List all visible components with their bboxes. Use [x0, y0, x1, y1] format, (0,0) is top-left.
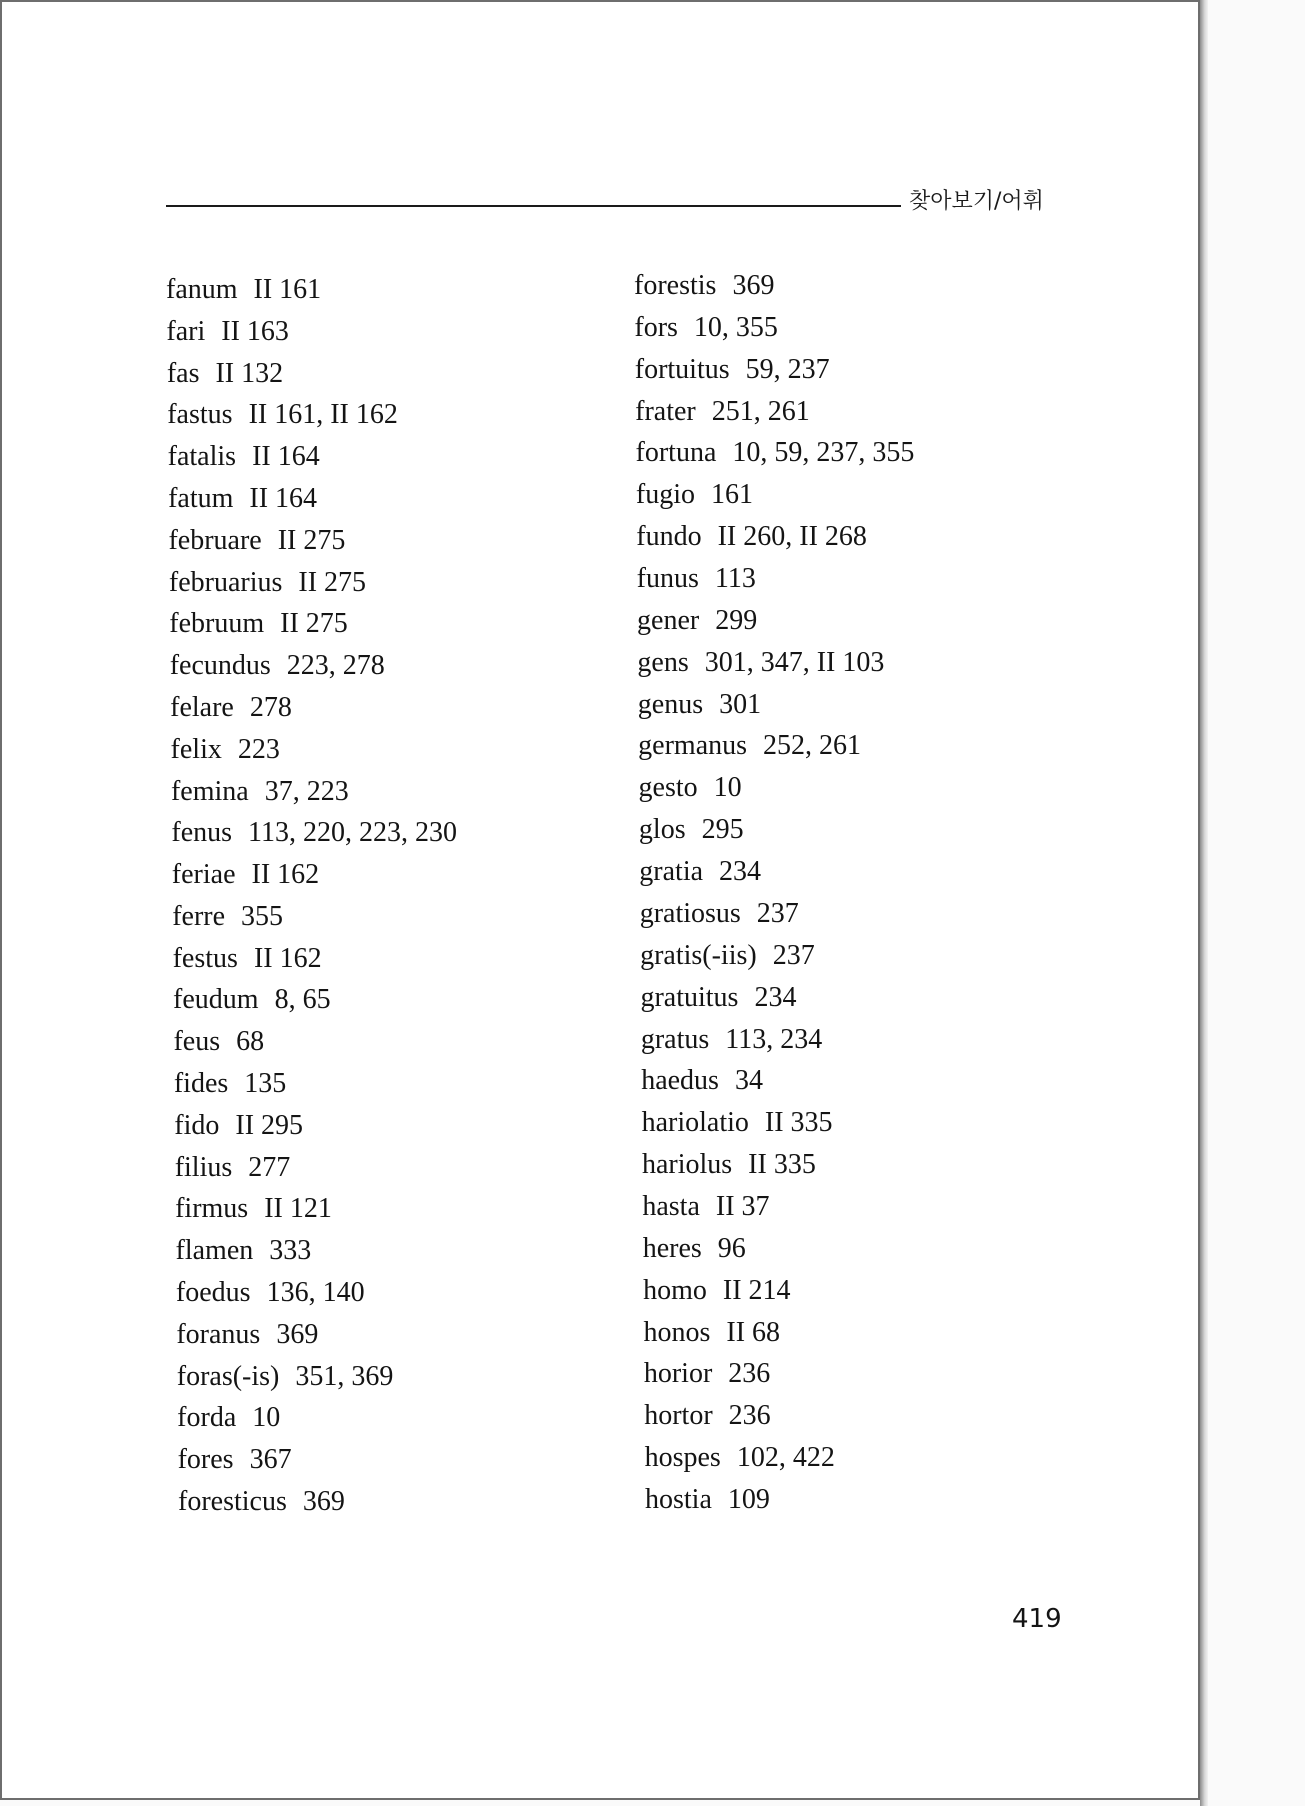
page-references: 102, 422 — [736, 1442, 835, 1474]
page-references: II 214 — [722, 1274, 791, 1306]
index-term: februare — [168, 524, 262, 556]
page-references: II 275 — [277, 524, 346, 556]
index-entry — [172, 859, 319, 891]
index-term: gratia — [639, 856, 704, 888]
index-entry — [636, 437, 915, 469]
page-references: II 162 — [253, 942, 322, 974]
index-entry — [176, 1319, 318, 1351]
page-references: II 37 — [715, 1190, 770, 1222]
index-entry — [168, 441, 320, 473]
index-term: forestis — [634, 270, 717, 301]
page-references: 59, 237 — [745, 353, 830, 385]
index-entry — [173, 984, 331, 1016]
index-entry — [639, 772, 742, 804]
page-references: II 121 — [264, 1193, 332, 1225]
page-references: 237 — [756, 897, 799, 929]
index-entry — [166, 274, 321, 306]
page-references: 10, 59, 237, 355 — [732, 437, 915, 469]
index-entry — [643, 1275, 790, 1307]
index-term: hospes — [644, 1442, 721, 1474]
index-term: februum — [169, 608, 265, 640]
index-entry — [634, 312, 778, 344]
index-entry — [642, 1149, 816, 1181]
index-entry — [172, 901, 283, 933]
index-term: gratus — [640, 1023, 710, 1055]
index-entry — [174, 1110, 303, 1142]
page-references: II 161, II 162 — [248, 399, 398, 431]
index-term: femina — [170, 775, 249, 807]
page-references: 369 — [732, 270, 775, 301]
index-term: fatum — [168, 482, 234, 514]
index-term: gratuitus — [640, 981, 739, 1013]
index-term: fenus — [171, 817, 233, 849]
page-references: 223 — [237, 733, 280, 765]
index-term: foedus — [175, 1277, 251, 1309]
index-entry — [640, 940, 815, 972]
header-rule — [166, 205, 901, 207]
page-references: 223, 278 — [286, 650, 385, 682]
index-entry — [634, 270, 774, 302]
index-entry — [635, 354, 830, 386]
page-references: 299 — [715, 604, 758, 636]
page-references: 301 — [719, 688, 762, 720]
index-term: februarius — [168, 566, 283, 598]
index-term: gens — [637, 646, 689, 678]
index-entry — [639, 856, 761, 888]
index-term: fari — [166, 315, 206, 347]
running-header: 찾아보기/어휘 — [909, 189, 1044, 214]
index-entry — [644, 1358, 770, 1390]
index-entry — [171, 734, 280, 766]
index-term: horior — [643, 1358, 713, 1390]
page-references: 333 — [269, 1235, 312, 1267]
index-term: hostia — [645, 1484, 712, 1515]
index-term: hasta — [642, 1190, 700, 1222]
index-entry — [175, 1152, 291, 1184]
index-term: festus — [172, 942, 238, 974]
index-term: firmus — [175, 1193, 249, 1225]
index-term: funus — [636, 563, 699, 595]
index-entry — [644, 1400, 770, 1432]
page-references: II 335 — [748, 1149, 816, 1181]
page-references: 295 — [701, 814, 744, 846]
index-term: felix — [170, 733, 222, 765]
index-entry — [167, 358, 283, 390]
index-entry — [178, 1444, 292, 1476]
index-term: homo — [643, 1274, 707, 1306]
index-term: fugio — [635, 479, 695, 511]
page-references: 234 — [754, 981, 797, 1013]
index-term: foras(-is) — [176, 1360, 280, 1392]
index-term: feudum — [173, 984, 259, 1016]
index-entry — [173, 943, 322, 975]
index-entry — [170, 650, 385, 682]
index-term: forda — [177, 1402, 237, 1434]
page-references: 136, 140 — [266, 1277, 365, 1309]
index-entry — [643, 1317, 780, 1349]
index-entry — [645, 1442, 835, 1474]
page-references: II 161 — [253, 274, 322, 305]
page-references: 234 — [719, 856, 762, 888]
page-references: 113, 234 — [725, 1023, 823, 1055]
page-references: 109 — [727, 1484, 770, 1515]
page-references: 68 — [236, 1026, 265, 1058]
page-references: II 162 — [251, 859, 320, 891]
page-references: 252, 261 — [763, 730, 862, 762]
index-term: flamen — [175, 1235, 254, 1267]
page-references: 351, 369 — [295, 1360, 394, 1392]
index-term: gratis(-iis) — [640, 939, 757, 971]
index-entry — [174, 1068, 286, 1100]
page-references: 355 — [241, 900, 284, 932]
index-entry — [170, 692, 292, 724]
index-entry — [173, 1026, 264, 1058]
index-term: heres — [642, 1232, 702, 1264]
page-references: 236 — [728, 1400, 771, 1432]
index-entry — [171, 817, 457, 849]
index-entry — [637, 647, 884, 679]
index-entry — [168, 483, 317, 515]
page-references: 10, 355 — [693, 311, 778, 343]
page-references: 301, 347, II 103 — [704, 646, 885, 678]
index-term: germanus — [638, 730, 748, 762]
page-references: II 163 — [221, 315, 289, 347]
index-term: felare — [170, 691, 234, 723]
page-references: 367 — [249, 1444, 292, 1476]
index-entry — [641, 1024, 822, 1056]
index-entry — [643, 1233, 746, 1265]
index-term: gratiosus — [639, 897, 741, 929]
index-entry — [641, 1065, 763, 1097]
index-term: fastus — [167, 399, 233, 431]
page-references: 10 — [252, 1402, 281, 1434]
index-entry — [168, 525, 345, 557]
index-entry — [166, 316, 289, 348]
index-entry — [639, 814, 744, 846]
index-entry — [169, 608, 348, 640]
page-references: II 68 — [726, 1316, 781, 1348]
index-entry — [177, 1361, 394, 1393]
index-term: fores — [177, 1444, 234, 1476]
index-term: feus — [173, 1026, 221, 1058]
page-references: 113 — [714, 563, 756, 595]
page-references: 8, 65 — [274, 984, 331, 1016]
index-entry — [638, 689, 761, 721]
page-references: 237 — [772, 939, 815, 971]
page-references: II 295 — [235, 1109, 304, 1141]
index-term: fides — [173, 1068, 229, 1100]
index-term: foresticus — [178, 1486, 287, 1517]
page-references: 236 — [728, 1358, 771, 1390]
index-term: fundo — [636, 521, 702, 553]
index-term: hariolatio — [641, 1107, 749, 1139]
index-term: fors — [634, 311, 678, 343]
index-term: hariolus — [641, 1149, 733, 1181]
index-term: feriae — [171, 859, 236, 891]
page-references: 277 — [248, 1151, 291, 1183]
index-term: haedus — [641, 1065, 719, 1097]
page-references: 10 — [713, 772, 742, 804]
index-entry — [167, 399, 398, 431]
index-entry — [638, 730, 861, 762]
index-entry — [642, 1191, 769, 1223]
page-references: 369 — [276, 1318, 319, 1350]
index-term: frater — [635, 395, 696, 427]
index-entry — [637, 563, 756, 595]
page-references: 34 — [734, 1065, 763, 1097]
index-entry — [645, 1484, 770, 1516]
index-entry — [171, 776, 349, 808]
index-term: hortor — [644, 1400, 713, 1432]
index-term: gesto — [638, 772, 698, 804]
index-term: fido — [174, 1109, 220, 1141]
index-term: genus — [637, 688, 704, 720]
index-entry — [642, 1107, 833, 1139]
page-references: II 275 — [298, 566, 367, 598]
index-term: fortuitus — [634, 353, 730, 385]
index-entry — [636, 479, 753, 511]
index-term: fas — [166, 357, 200, 389]
page-references: 161 — [711, 479, 753, 511]
index-entry — [636, 521, 867, 553]
index-entry — [176, 1235, 312, 1267]
page-references: II 164 — [249, 482, 318, 514]
page-references: 369 — [302, 1486, 345, 1517]
index-entry — [640, 898, 799, 930]
index-term: glos — [638, 814, 686, 846]
index-term: honos — [643, 1316, 711, 1348]
index-entry — [177, 1402, 280, 1434]
page-references: 37, 223 — [264, 775, 349, 807]
index-term: fanum — [166, 274, 238, 305]
index-entry — [640, 982, 796, 1014]
index-entry — [176, 1277, 365, 1309]
page-references: II 132 — [215, 357, 284, 389]
index-term: ferre — [172, 900, 226, 932]
index-term: fortuna — [635, 437, 717, 469]
index-entry — [178, 1486, 345, 1518]
index-term: foranus — [176, 1318, 261, 1350]
page-edge-shadow — [1200, 0, 1208, 1806]
page-references: 135 — [244, 1068, 287, 1100]
page-references: II 164 — [252, 441, 320, 473]
index-term: fatalis — [167, 441, 237, 473]
index-entry — [637, 605, 757, 637]
index-term: fecundus — [169, 650, 271, 682]
page-references: II 275 — [280, 608, 348, 640]
index-entry — [175, 1193, 332, 1225]
page-references: 251, 261 — [711, 395, 810, 427]
page-number: 419 — [1012, 1604, 1062, 1634]
page-references: II 335 — [764, 1107, 833, 1139]
index-entry — [169, 567, 366, 599]
index-term: filius — [174, 1151, 233, 1183]
page-references: 96 — [717, 1232, 746, 1264]
index-term: gener — [637, 604, 700, 636]
page-references: 278 — [249, 691, 292, 723]
page-references: 113, 220, 223, 230 — [248, 817, 457, 849]
page-references: II 260, II 268 — [717, 521, 867, 553]
index-entry — [635, 396, 810, 428]
